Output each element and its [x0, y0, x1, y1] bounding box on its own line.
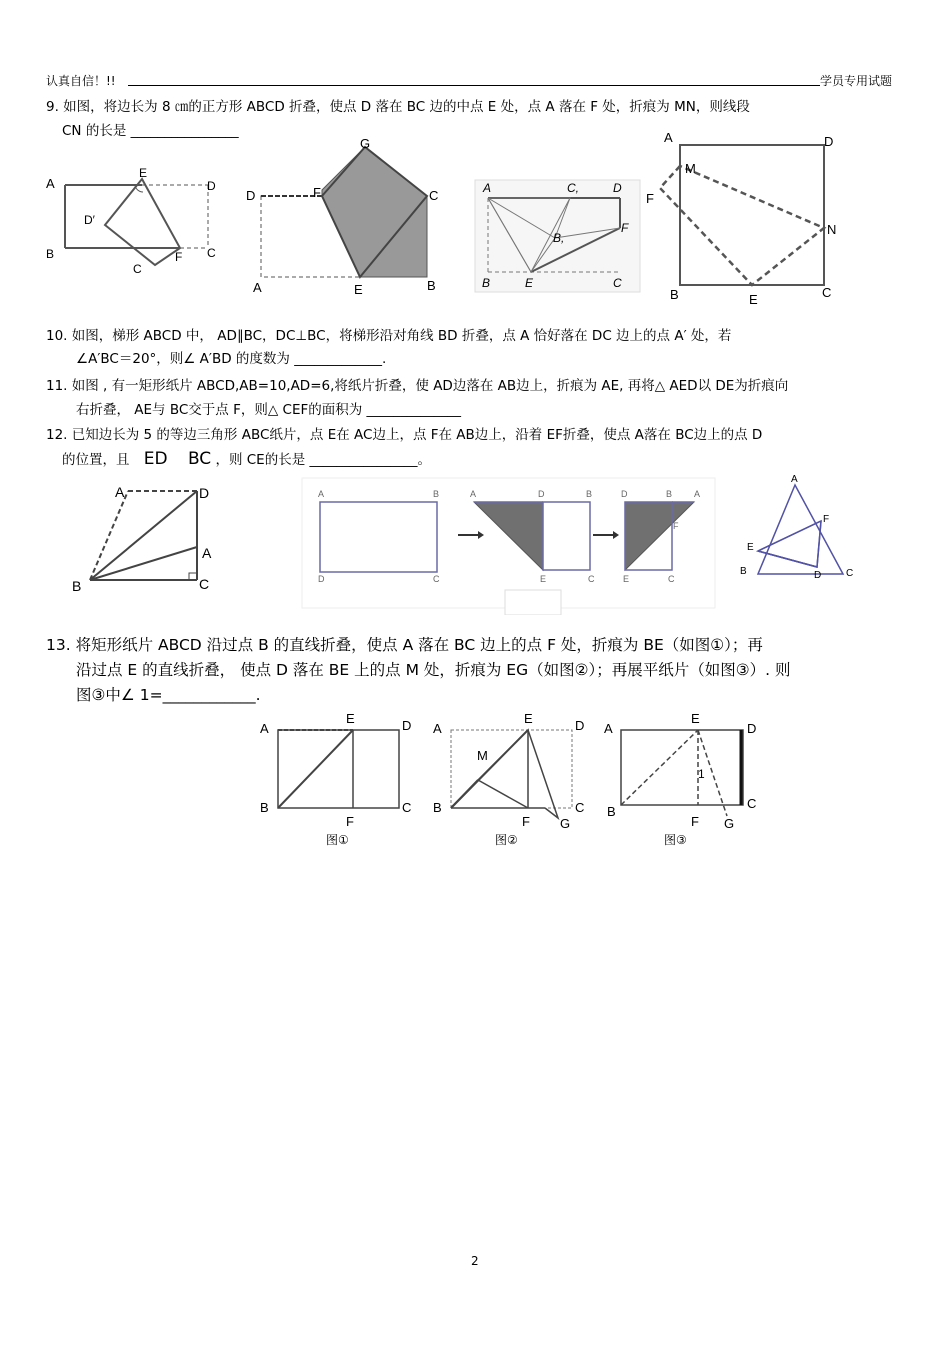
svg-text:B,: B, — [553, 231, 565, 245]
svg-text:D: D — [814, 570, 822, 581]
q13-figure-3 — [604, 711, 756, 847]
svg-text:A: A — [253, 280, 262, 295]
svg-text:F: F — [522, 814, 530, 829]
svg-text:E: E — [346, 711, 355, 726]
svg-text:C: C — [613, 276, 622, 290]
svg-text:D: D — [402, 718, 412, 733]
svg-text:F: F — [621, 221, 629, 235]
q13-figure-1 — [260, 711, 411, 847]
svg-text:A: A — [318, 489, 325, 499]
q10-12-figures — [60, 475, 880, 615]
q13-figure-2 — [433, 711, 584, 847]
q10-line2: ∠A′BC＝20°，则∠ A′BD 的度数为 _____________. — [76, 351, 387, 367]
q13-caption-3: 图③ — [664, 833, 687, 847]
svg-text:F: F — [823, 514, 830, 525]
svg-text:A: A — [260, 721, 269, 736]
svg-text:E: E — [525, 276, 534, 290]
svg-text:C: C — [668, 574, 675, 584]
q13-line1: 13. 将矩形纸片 ABCD 沿过点 B 的直线折叠，使点 A 落在 BC 边上的点 F 处，折痕为 BE（如图①）；再 — [46, 636, 763, 654]
q12-line2 — [62, 448, 431, 471]
svg-text:D: D — [621, 489, 628, 499]
svg-text:B: B — [482, 276, 491, 290]
svg-text:A: A — [46, 176, 55, 191]
svg-text:F: F — [346, 814, 354, 829]
svg-text:A: A — [433, 721, 442, 736]
svg-text:C: C — [133, 262, 142, 276]
svg-text:E: E — [524, 711, 533, 726]
svg-text:B: B — [670, 287, 679, 302]
q13-caption-1: 图① — [326, 833, 349, 847]
svg-text:F: F — [175, 250, 183, 264]
q12-ed: ED — [143, 449, 168, 469]
q9-figures — [40, 130, 920, 310]
q12-bc: BC — [187, 449, 212, 469]
svg-text:F: F — [673, 521, 679, 531]
svg-text:B: B — [433, 489, 440, 499]
svg-text:D: D — [747, 721, 757, 736]
svg-text:C: C — [575, 800, 585, 815]
svg-text:F: F — [691, 814, 699, 829]
svg-text:E: E — [540, 574, 547, 584]
q9-figure-3 — [475, 180, 640, 292]
svg-text:G: G — [360, 136, 371, 151]
svg-text:D: D — [824, 134, 834, 149]
q12-figure — [740, 475, 853, 581]
svg-text:C: C — [822, 285, 832, 300]
svg-text:C: C — [207, 246, 216, 260]
svg-text:C: C — [846, 568, 854, 579]
q12-line2-d: ，则 CE的长是 ________________。 — [215, 452, 432, 468]
q9-figure-1 — [46, 166, 216, 276]
svg-text:C: C — [588, 574, 595, 584]
svg-text:G: G — [560, 816, 571, 831]
svg-text:C: C — [747, 796, 757, 811]
svg-text:D: D — [246, 188, 256, 203]
q10-figure — [72, 484, 212, 594]
svg-text:E: E — [749, 292, 758, 307]
svg-text:B: B — [607, 804, 616, 819]
svg-text:D′: D′ — [84, 213, 95, 227]
svg-text:A: A — [791, 475, 798, 485]
svg-text:F: F — [313, 185, 321, 200]
svg-text:B: B — [427, 278, 436, 293]
q13-line2: 沿过点 E 的直线折叠， 使点 D 落在 BE 上的点 M 处，折痕为 EG（如图②）；再展平纸片（如图③）. 则 — [76, 661, 791, 679]
svg-text:E: E — [747, 542, 754, 553]
svg-text:N: N — [827, 222, 837, 237]
svg-text:C,: C, — [567, 181, 579, 195]
svg-text:B: B — [72, 578, 82, 594]
svg-text:B: B — [433, 800, 442, 815]
svg-text:C: C — [199, 576, 210, 592]
svg-text:B: B — [46, 247, 55, 261]
q12-line1: 12. 已知边长为 5 的等边三角形 ABC纸片，点 E在 AC边上，点 F在 AB边上，沿着 EF折叠，使点 A落在 BC边上的点 D — [46, 427, 763, 443]
svg-text:A: A — [664, 130, 673, 145]
svg-text:D: D — [207, 179, 216, 193]
svg-text:G: G — [724, 816, 735, 831]
svg-text:C: C — [402, 800, 412, 815]
header-right: 学员专用试题 — [820, 74, 893, 88]
header-rule — [128, 85, 820, 86]
svg-text:A: A — [604, 721, 613, 736]
svg-text:B: B — [740, 566, 747, 577]
svg-text:M: M — [477, 748, 488, 763]
svg-text:D: D — [318, 574, 325, 584]
q11-line2: 右折叠， AE与 BC交于点 F，则△ CEF的面积为 ______________ — [76, 402, 462, 418]
svg-text:D: D — [613, 181, 622, 195]
q10-line1: 10. 如图，梯形 ABCD 中， AD∥BC，DC⊥BC，将梯形沿对角线 BD 折叠，点 A 恰好落在 DC 边上的点 A′ 处，若 — [46, 328, 732, 344]
q11-line1: 11. 如图 , 有一矩形纸片 ABCD,AB=10,AD=6,将纸片折叠，使 AD边落在 AB边上，折痕为 AE, 再将△ AED以 DE为折痕向 — [46, 378, 789, 394]
svg-text:B: B — [586, 489, 593, 499]
q9-line2: CN 的长是 ________________ — [62, 123, 239, 139]
svg-text:B: B — [260, 800, 269, 815]
svg-text:D: D — [575, 718, 585, 733]
svg-text:M: M — [685, 161, 696, 176]
page-number: 2 — [471, 1254, 479, 1268]
q13-figures — [250, 708, 780, 853]
q9-figure-2 — [246, 136, 438, 297]
header-left: 认真自信！!! — [46, 74, 116, 88]
svg-text:C: C — [433, 574, 440, 584]
svg-text:E: E — [139, 166, 148, 180]
svg-text:E: E — [691, 711, 700, 726]
svg-text:B: B — [666, 489, 673, 499]
svg-text:C: C — [429, 188, 439, 203]
svg-text:D: D — [199, 485, 210, 501]
q9-figure-4 — [646, 130, 836, 307]
q11-figure — [302, 478, 715, 615]
q13-line3: 图③中∠ 1=____________. — [76, 686, 261, 704]
svg-text:A: A — [694, 489, 701, 499]
svg-text:E: E — [354, 282, 363, 297]
q12-line2-a: 的位置，且 — [62, 452, 130, 468]
svg-text:A: A — [202, 545, 212, 561]
svg-text:D: D — [538, 489, 545, 499]
q13-caption-2: 图② — [495, 833, 518, 847]
svg-text:A: A — [483, 181, 492, 195]
svg-text:E: E — [623, 574, 630, 584]
svg-text:A: A — [115, 484, 125, 500]
svg-text:A: A — [470, 489, 477, 499]
svg-text:1: 1 — [698, 767, 705, 781]
svg-text:F: F — [646, 191, 654, 206]
q9-line1: 9. 如图，将边长为 8 ㎝的正方形 ABCD 折叠，使点 D 落在 BC 边的中点 E 处，点 A 落在 F 处，折痕为 MN，则线段 — [46, 99, 750, 115]
